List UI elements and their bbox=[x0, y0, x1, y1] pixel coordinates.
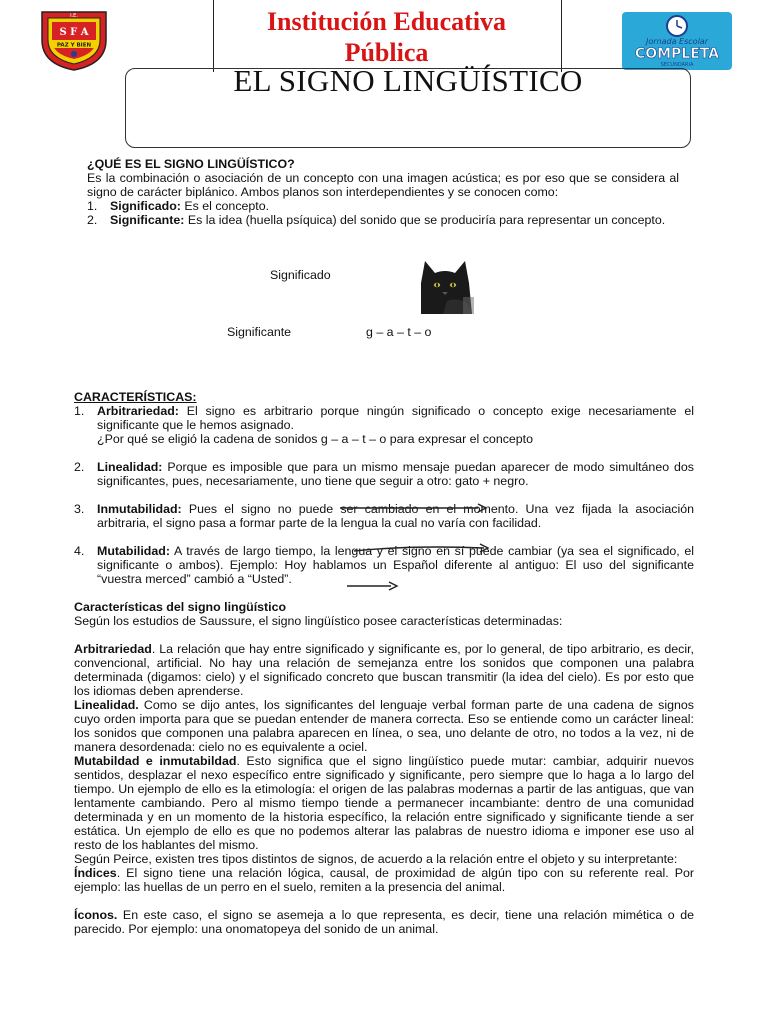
document-title: EL SIGNO LINGÜÍSTICO bbox=[233, 63, 583, 98]
paragraph-term: Mutabildad e inmutabildad bbox=[74, 754, 237, 768]
paragraph-term: Íconos. bbox=[74, 908, 118, 922]
paragraph-text: . El signo tiene una relación lógica, causal, de proximidad de algún tipo con su referente real. Por ejemplo: las huellas de un perro en el suelo, remiten a la presencia del animal. bbox=[74, 866, 694, 894]
indices-paragraph bbox=[74, 866, 694, 894]
list-item bbox=[74, 404, 694, 446]
sound-chain: g – a – t – o bbox=[366, 325, 432, 339]
mutabilidad-paragraph bbox=[74, 754, 694, 852]
list-item bbox=[87, 199, 679, 213]
black-cat-icon bbox=[417, 257, 474, 314]
item-term: Arbitrariedad: bbox=[97, 404, 179, 418]
peirce-paragraph: Según Peirce, existen tres tipos distintos de signos, de acuerdo a la relación entre el objeto y su interpretante: bbox=[74, 852, 678, 866]
saussure-heading: Características del signo lingüístico bbox=[74, 600, 287, 614]
saussure-intro: Según los estudios de Saussure, el signo lingüístico posee características determinadas: bbox=[74, 614, 563, 628]
paragraph-text: Como se dijo antes, los significantes del lenguaje verbal forman parte de una cadena de signos cuyo orden importa para que se puedan entender de manera correcta. Eso se entiende como un carácter lineal: los sonidos que componen una palabra aparecen en línea, o sea, uno delante de otro, no todos a la vez, ni de manera desordenada: cielo no es equivalente a ociel. bbox=[74, 698, 694, 754]
item-term: Mutabilidad: bbox=[97, 544, 170, 558]
paragraph-term: Linealidad. bbox=[74, 698, 139, 712]
arrow-annotation-icon bbox=[352, 543, 492, 555]
svg-text:COMPLETA: COMPLETA bbox=[634, 46, 720, 62]
caracteristicas-section bbox=[74, 390, 694, 586]
paragraph-text: En este caso, el signo se asemeja a lo que representa, es decir, tiene una relación mimética o de parecido. Por ejemplo: una onomatopeya del sonido de un animal. bbox=[74, 908, 694, 936]
intro-text: Es la combinación o asociación de un concepto con una imagen acústica; es por eso que se considera al signo de carácter biplánico. Ambos planos son interdependientes y se conocen como: bbox=[87, 171, 679, 199]
school-name bbox=[213, 6, 560, 68]
paragraph-term: Índices bbox=[74, 866, 117, 880]
item-term: Linealidad: bbox=[97, 460, 163, 474]
item-number: 1. bbox=[87, 199, 98, 213]
school-name-line1: Institución Educativa bbox=[266, 7, 507, 36]
item-text: Pues el signo no puede ser cambiado en el momento. Una vez fijada la asociación arbitraria, el signo pasa a formar parte de la lengua la cual no varía con facilidad. bbox=[97, 502, 694, 530]
item-text: Porque es imposible que para un mismo mensaje puedan aparecer de modo simultáneo dos significantes, pues, necesariamente, uno tiene que seguir a otro: gato + negro. bbox=[97, 460, 694, 488]
intro-section bbox=[87, 157, 679, 227]
svg-text:I.E.: I.E. bbox=[70, 13, 78, 19]
paragraph-text: . La relación que hay entre significado y significante es, por lo general, de tipo arbitrario, es decir, convencional, artificial. No hay una relación de semejanza entre los sonidos que componen una palabra determinada (digamos: cielo) y el significado concreto que buscan transmitir (la idea del cielo). Es por esto que los idiomas deben aprenderse. bbox=[74, 642, 694, 698]
svg-text:PAZ Y BIEN: PAZ Y BIEN bbox=[56, 42, 92, 49]
item-question: ¿Por qué se eligió la cadena de sonidos g – a – t – o para expresar el concepto bbox=[97, 432, 534, 446]
item-term: Significado: bbox=[110, 199, 181, 213]
intro-heading: ¿QUÉ ES EL SIGNO LINGÜÍSTICO? bbox=[87, 157, 295, 171]
paragraph-text: . Esto significa que el signo lingüístico puede mutar: cambiar, adquirir nuevos sentidos, desplazar el nexo específico entre significado y significante, pero siempre que lo haga a lo largo del tiempo. Un ejemplo de ello es la etimología: el origen de las palabras modernas a partir de las antiguas, que van lentamente cambiando. Pero al mismo tiempo tiende a permanecer incambiante: dentro de una comunidad determinada y en un momento de la historia específico, la relación entre significado y significante tiende a ser estática. Un ejemplo de ello es que no podemos alterar las palabras de nuestro idioma e imponer ese uso al resto de los hablantes del mismo. bbox=[74, 754, 694, 852]
arrow-annotation-icon bbox=[345, 580, 400, 592]
arrow-annotation-icon bbox=[338, 502, 488, 514]
linealidad-paragraph bbox=[74, 698, 694, 754]
caracteristicas-heading: CARACTERÍSTICAS: bbox=[74, 390, 197, 404]
jornada-escolar-completa-badge-icon bbox=[622, 12, 732, 70]
saussure-section bbox=[74, 600, 694, 936]
significante-label: Significante bbox=[227, 325, 292, 339]
iconos-paragraph bbox=[74, 908, 694, 936]
item-number: 2. bbox=[87, 213, 98, 227]
paragraph-term: Arbitrariedad bbox=[74, 642, 152, 656]
item-term: Significante: bbox=[110, 213, 185, 227]
svg-text:SECUNDARIA: SECUNDARIA bbox=[660, 62, 694, 68]
svg-text:Jornada Escolar: Jornada Escolar bbox=[646, 37, 708, 46]
item-number: 3. bbox=[74, 502, 85, 516]
item-text: El signo es arbitrario porque ningún significado o concepto exige necesariamente el significante que le hemos asignado. bbox=[97, 404, 694, 432]
school-crest-icon bbox=[34, 6, 114, 72]
school-name-line2: Pública bbox=[344, 38, 429, 67]
item-text: A través de largo tiempo, la lengua y el signo en sí puede cambiar (ya sea el significado, el significante o ambos). Ejemplo: Hoy hablamos un Español diferente al antiguo: El uso del significante “vuestra merced” cambió a “Usted”. bbox=[97, 544, 694, 586]
significado-label: Significado bbox=[270, 268, 331, 282]
list-item bbox=[87, 213, 679, 227]
item-term: Inmutabilidad: bbox=[97, 502, 182, 516]
svg-text:S F A: S F A bbox=[59, 27, 89, 38]
item-number: 2. bbox=[74, 460, 85, 474]
item-text: Es el concepto. bbox=[184, 199, 270, 213]
item-number: 1. bbox=[74, 404, 85, 418]
arbitrariedad-paragraph bbox=[74, 642, 694, 698]
item-number: 4. bbox=[74, 544, 85, 558]
item-text: Es la idea (huella psíquica) del sonido que se produciría para representar un concepto. bbox=[187, 213, 666, 227]
list-item bbox=[74, 460, 694, 488]
